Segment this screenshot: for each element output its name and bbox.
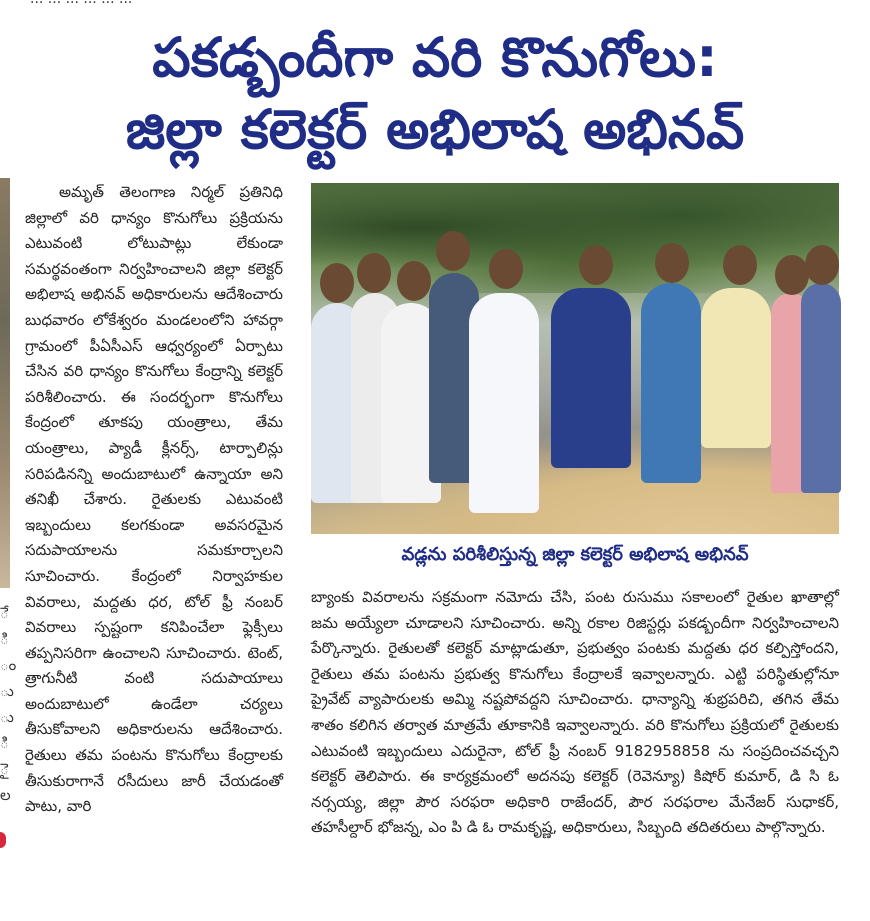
photo-person bbox=[469, 293, 539, 513]
article-column-right: బ్యాంకు వివరాలను సక్రమంగా నమోదు చేసి, పంట రుసుము సకాలంలో రైతుల ఖాతాల్లో జమ అయ్యేలా చూడాలని సూచించారు. అన్ని రకాల రిజిస్టర్లు పకడ్బందీగా నిర్వహించాలని పేర్కొన్నారు. రైతులతో కలెక్టర్ మాట్లాడుతూ, ప్రభుత్వం పంటకు మద్దతు ధర కల్పిస్తోందని, రైతులు తమ పంటను ప్రభుత్వ కొనుగోలు కేంద్రాలకే ఇవ్వాలన్నారు. ఎట్టి పరిస్థితుల్లోనూ ప్రైవేట్ వ్యాపారులకు అమ్మి నష్టపోవద్దని సూచించారు. ధాన్యాన్ని శుభ్రపరిచి, తగిన తేమ శాతం కలిగిన తర్వాత మాత్రమే తూకానికి ఇవ్వాలన్నారు. వరి కొనుగోలు ప్రక్రియలో రైతులకు ఎటువంటి ఇబ్బందులు ఎదురైనా, టోల్ ఫ్రీ నంబర్ 9182958858 ను సంప్రదించవచ్చని కలెక్టర్ తెలిపారు. ఈ కార్యక్రమంలో అదనపు కలెక్టర్ (రెవెన్యూ) కిషోర్ కుమార్, డి సి ఓ నర్సయ్య, జిల్లా పౌర సరఫరా అధికారి రాజేందర్, పౌర సరఫరాల మేనేజర్ సుధాకర్, తహసీల్దార్ భోజన్న, ఎం పి డి ఓ రామకృష్ణ, అధికారులు, సిబ్బంది తదితరులు పాల్గొన్నారు. bbox=[311, 588, 839, 837]
photo-person-head bbox=[805, 245, 839, 285]
photo-person-head bbox=[579, 245, 613, 285]
cut-off-previous-line bbox=[0, 0, 870, 9]
photo-person bbox=[701, 288, 771, 448]
photo-person-head bbox=[775, 255, 809, 295]
adjacent-photo-edge bbox=[0, 178, 10, 588]
photo-person-head bbox=[357, 253, 391, 293]
photo-person-head bbox=[655, 243, 689, 283]
article-column-left: అమృత్ తెలంగాణ నిర్మల్ ప్రతినిధి జిల్లాలో వరి ధాన్యం కొనుగోలు ప్రక్రియను ఎటువంటి లోటుపాట్లు లేకుండా సమర్థవంతంగా నిర్వహించాలని జిల్లా కలెక్టర్ అభిలాష అభినవ్ అధికారులను ఆదేశించారు బుధవారం లోకేశ్వరం మండలంలోని హావర్గా గ్రామంలో పీఏసీఎస్ ఆధ్వర్యంలో ఏర్పాటు చేసిన వరి ధాన్యం కొనుగోలు కేంద్రాన్ని కలెక్టర్ పరిశీలించారు. ఈ సందర్భంగా కొనుగోలు కేంద్రంలో తూకపు యంత్రాలు, తేమ యంత్రాలు, ప్యాడీ క్లీనర్స్, టార్పాలిన్లు సరిపడినన్ని అందుబాటులో ఉన్నాయా అని తనిఖీ చేశారు. రైతులకు ఎటువంటి ఇబ్బందులు కలగకుండా అవసరమైన సదుపాయాలను సమకూర్చాలని సూచించారు. కేంద్రంలో నిర్వాహకుల వివరాలు, మద్దతు ధర, టోల్ ఫ్రీ నంబర్ వివరాలు స్పష్టంగా కనిపించేలా ఫ్లెక్సీలు తప్పనిసరిగా ఉంచాలని సూచించారు. టెంట్, త్రాగునీటి వంటి సదుపాయాలు అందుబాటులో ఉండేలా చర్యలు తీసుకోవాలని అధికారులను ఆదేశించారు. రైతులు తమ పంటను కొనుగోలు కేంద్రాలకు తీసుకురాగానే రసీదులు జారీ చేయడంతో పాటు, వారి bbox=[25, 183, 283, 816]
headline-line-1: పకడ్బందీగా వరి కొనుగోలు: bbox=[152, 26, 718, 89]
photo-person bbox=[641, 283, 701, 483]
photo-caption: వడ్లను పరిశీలిస్తున్న జిల్లా కలెక్టర్ అభిలాష అభినవ్ bbox=[401, 544, 749, 565]
top-fragment-text bbox=[30, 0, 132, 7]
headline-line-2: జిల్లా కలెక్టర్ అభిలాష అభినవ్ bbox=[125, 98, 745, 161]
photo-person bbox=[801, 283, 841, 493]
photo-person-head bbox=[723, 245, 757, 285]
photo-person-head bbox=[436, 231, 470, 271]
photo-person bbox=[551, 288, 631, 468]
photo-person-head bbox=[320, 263, 354, 303]
adjacent-column-fragment: ే ి ం ు ు ి ై ల bbox=[0, 604, 17, 804]
news-photo bbox=[311, 183, 839, 534]
headline bbox=[0, 22, 870, 166]
photo-person-head bbox=[397, 261, 431, 301]
photo-person-head bbox=[489, 249, 523, 289]
